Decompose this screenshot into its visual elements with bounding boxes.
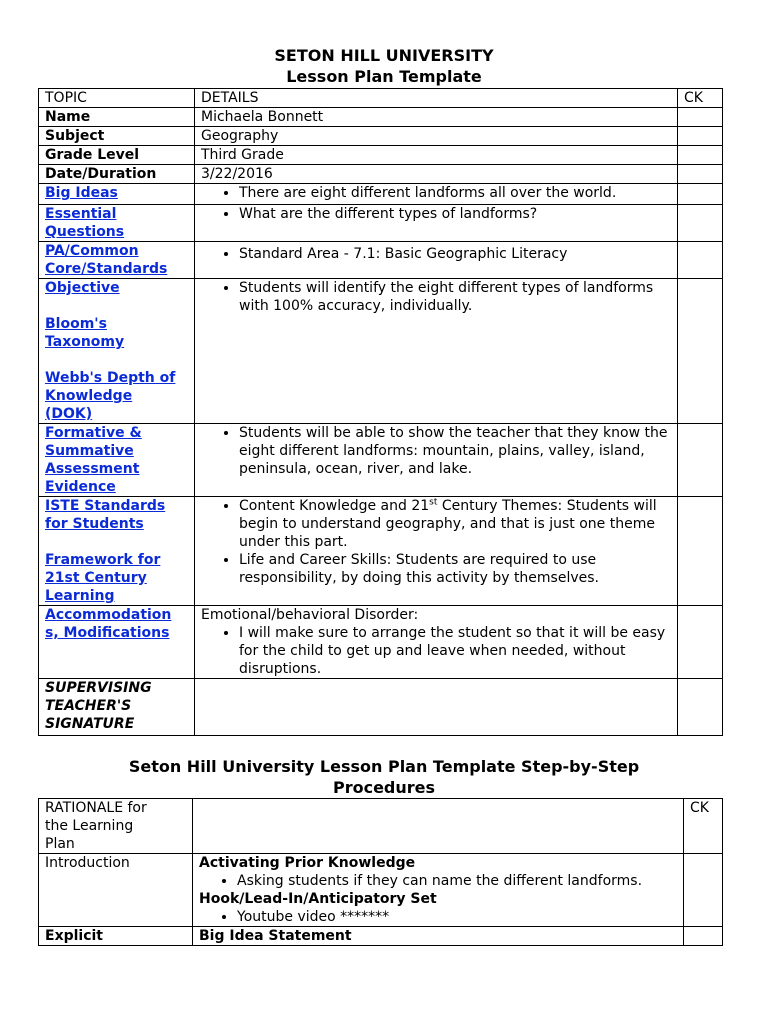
iste-item-1: • Content Knowledge and 21st Century Themes: Students will begin to understand geography, and that is just one theme under this part. (239, 497, 671, 551)
table-row (39, 424, 723, 497)
table-row (39, 927, 723, 946)
subject-label: Subject (39, 127, 195, 146)
formative-item: • Students will be able to show the teacher that they know the eight different landforms: mountain, plains, valley, island, peninsula, ocean, river, and lake. (239, 424, 671, 478)
procedures-table (38, 798, 723, 946)
ck-cell (678, 108, 723, 127)
ck-cell (678, 424, 723, 497)
webbs-dok-link[interactable]: Webb's Depth of (45, 370, 176, 386)
grade-label: Grade Level (39, 146, 195, 165)
ck-cell (678, 679, 723, 736)
table-row: SUPERVISING TEACHER'S SIGNATURE (39, 679, 723, 736)
header-topic: TOPIC (39, 89, 195, 108)
iste-standards-link[interactable]: ISTE Standards (45, 498, 166, 514)
essential-item: • What are the different types of landforms? (239, 205, 671, 223)
big-idea-statement: Big Idea Statement (193, 927, 684, 946)
formative-summative-link[interactable]: Formative & Summative Assessment Evidence (39, 424, 195, 497)
document-subtitle: Lesson Plan Template (286, 67, 482, 86)
activating-item: • Asking students if they can name the different landforms. (237, 872, 677, 890)
table-row: ISTE Standards for Students Framework for 21st Century Learning • Content Knowledge and 21st Century Themes: Students will begin to understand geography, and that is just one theme under this part. • Life and Career Skills: Students are required to use responsibility, by doing this activity by themselves. (39, 497, 723, 606)
header-details: DETAILS (195, 89, 678, 108)
hook-item: • Youtube video ******* (237, 908, 677, 926)
name-value: Michaela Bonnett (195, 108, 678, 127)
ck-cell (678, 606, 723, 679)
rationale-value (193, 799, 684, 854)
date-label: Date/Duration (39, 165, 195, 184)
ck-cell (678, 165, 723, 184)
table-row: RATIONALE for the Learning Plan CK (39, 799, 723, 854)
table-header-row (39, 89, 723, 108)
ck-cell (678, 279, 723, 424)
big-ideas-link[interactable]: Big Ideas (45, 185, 118, 201)
subject-value: Geography (195, 127, 678, 146)
date-value: 3/22/2016 (195, 165, 678, 184)
document-title: SETON HILL UNIVERSITY (274, 46, 494, 65)
accommodation-item: • I will make sure to arrange the student so that it will be easy for the child to get up and leave when needed, without disruptions. (239, 624, 671, 678)
name-label: Name (39, 108, 195, 127)
table-row (39, 165, 723, 184)
header-ck: CK (678, 89, 723, 108)
pa-item: • Standard Area - 7.1: Basic Geographic Literacy (239, 245, 671, 263)
table-row (39, 205, 723, 242)
blooms-taxonomy-link[interactable]: Bloom's (45, 316, 107, 332)
essential-questions-link[interactable]: Essential Questions (39, 205, 195, 242)
table-row (39, 854, 723, 927)
ck-cell (678, 146, 723, 165)
procedures-title-line-1: Seton Hill University Lesson Plan Template Step-by-Step (128, 757, 640, 776)
explicit-label: Explicit (39, 927, 193, 946)
iste-item-2: • Life and Career Skills: Students are required to use responsibility, by doing this activity by themselves. (239, 551, 671, 587)
ck-cell (684, 927, 723, 946)
ck-cell (678, 184, 723, 205)
grade-value: Third Grade (195, 146, 678, 165)
procedures-title-line-2: Procedures (332, 778, 436, 797)
accommodation-intro: Emotional/behavioral Disorder: (201, 607, 419, 623)
ck-cell (678, 497, 723, 606)
pa-standards-link[interactable]: PA/Common Core/Standards (39, 242, 195, 279)
hook-heading: Hook/Lead-In/Anticipatory Set (199, 891, 437, 907)
ck-cell (684, 854, 723, 927)
table-row (39, 127, 723, 146)
table-row (39, 242, 723, 279)
table-row (39, 108, 723, 127)
activating-heading: Activating Prior Knowledge (199, 855, 416, 871)
objective-item: • Students will identify the eight different types of landforms with 100% accuracy, individually. (239, 279, 671, 315)
big-ideas-item: • There are eight different landforms all over the world. (239, 184, 671, 202)
procedures-ck: CK (684, 799, 723, 854)
lesson-plan-table (38, 88, 723, 736)
supervising-signature-label: SUPERVISING (45, 680, 152, 696)
accommodations-link[interactable]: Accommodation s, Modifications (39, 606, 195, 679)
objective-link[interactable]: Objective (45, 280, 120, 296)
framework-21st-century-link[interactable]: Framework for (45, 552, 161, 568)
ck-cell (678, 242, 723, 279)
ck-cell (678, 127, 723, 146)
table-row (39, 146, 723, 165)
signature-field[interactable] (195, 679, 678, 736)
introduction-label: Introduction (39, 854, 193, 927)
rationale-label: RATIONALE for (45, 800, 147, 816)
table-row: Objective Bloom's Taxonomy Webb's Depth of Knowledge (DOK) • Students will identify the eight different types of landforms with 100% accuracy, individually. (39, 279, 723, 424)
ck-cell (678, 205, 723, 242)
table-row (39, 606, 723, 679)
table-row (39, 184, 723, 205)
